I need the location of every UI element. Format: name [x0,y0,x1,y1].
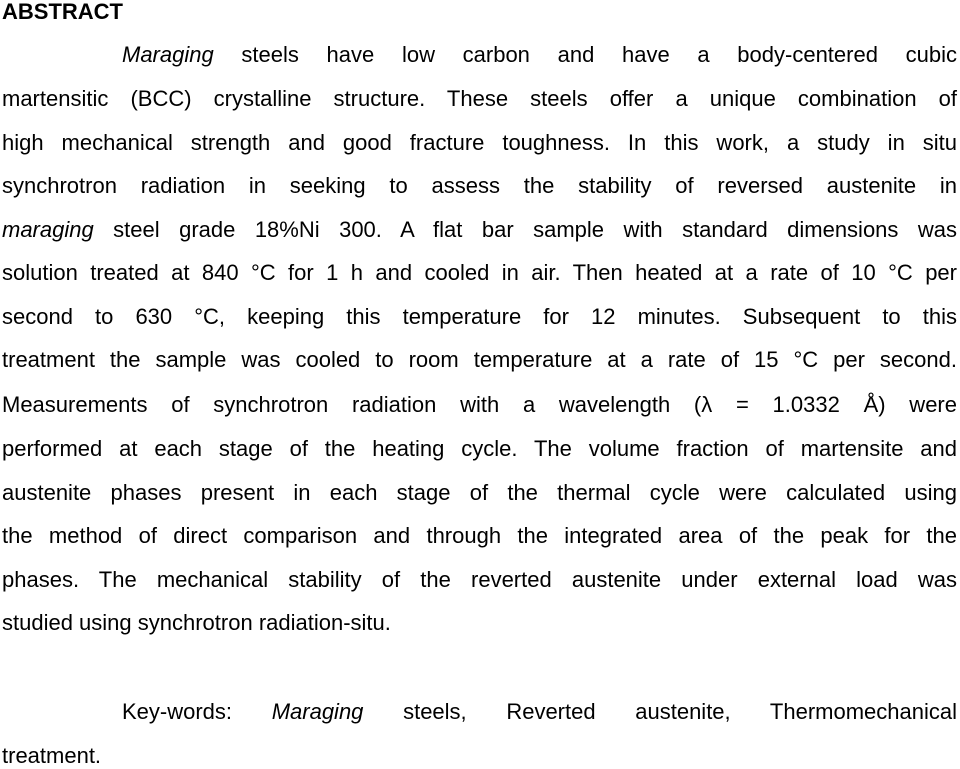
abstract-line [2,173,957,199]
abstract-line [2,392,957,418]
abstract-line [2,480,957,506]
italic-term: maraging [2,217,94,242]
abstract-line [2,86,957,112]
text-segment: steels have low carbon and have a body-centered cubic [213,42,957,67]
text-segment: solution treated at 840 °C for 1 h and cooled in air. Then heated at a rate of 10 °C per [2,260,957,285]
text-segment: steel grade 18%Ni 300. A flat bar sample with standard dimensions was [93,217,957,242]
text-segment: phases. The mechanical stability of the reverted austenite under external load was [2,567,957,592]
abstract-line [2,523,957,549]
abstract-line [2,610,957,636]
keywords-line [122,699,957,725]
italic-term: Maraging [271,699,364,724]
text-segment: austenite phases present in each stage of the thermal cycle were calculated using [2,480,957,505]
text-segment: Key-words: [122,699,272,724]
text-segment: treatment the sample was cooled to room temperature at a rate of 15 °C per second. [2,347,957,372]
abstract-heading: ABSTRACT [2,0,123,24]
abstract-line [2,217,957,243]
text-segment: synchrotron radiation in seeking to assess the stability of reversed austenite in [2,173,957,198]
abstract-line [2,130,957,156]
text-segment: steels, Reverted austenite, Thermomechanical [363,699,957,724]
text-segment: Measurements of synchrotron radiation with a wavelength (λ = 1.0332 Å) were [2,392,957,417]
text-segment: martensitic (BCC) crystalline structure. These steels offer a unique combination of [2,86,957,111]
text-segment: second to 630 °C, keeping this temperature for 12 minutes. Subsequent to this [2,304,957,329]
text-segment: treatment. [2,743,102,768]
abstract-line [2,567,957,593]
abstract-line [2,304,957,330]
text-segment: the method of direct comparison and through the integrated area of the peak for the [2,523,957,548]
italic-term: Maraging [122,42,214,67]
abstract-line [2,436,957,462]
abstract-line [122,42,957,68]
keywords-line [2,743,957,769]
abstract-line [2,260,957,286]
text-segment: high mechanical strength and good fracture toughness. In this work, a study in situ [2,130,957,155]
text-segment: studied using synchrotron radiation-situ. [2,610,391,635]
abstract-line [2,347,957,373]
text-segment: performed at each stage of the heating cycle. The volume fraction of martensite and [2,436,957,461]
